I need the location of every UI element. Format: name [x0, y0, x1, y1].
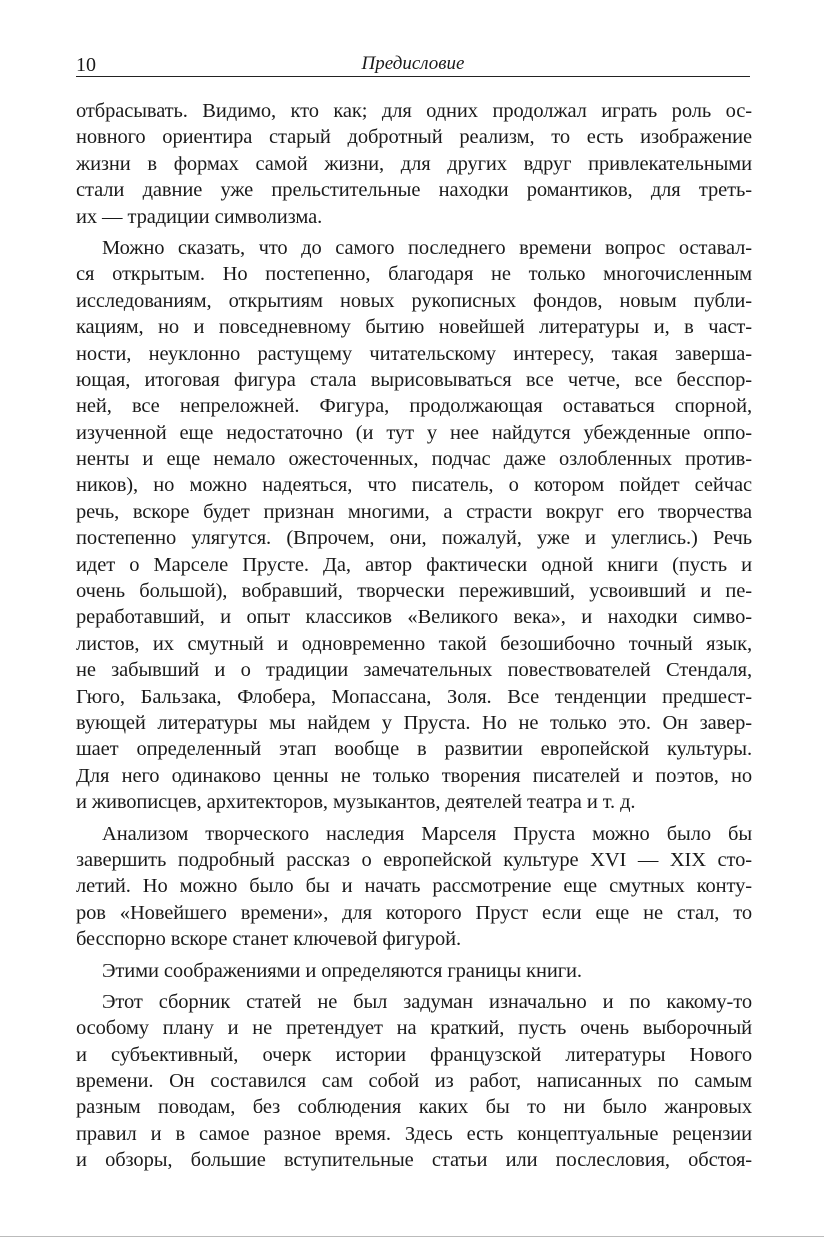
paragraph: [76, 958, 752, 984]
text-line: и обзоры, большие вступительные статьи или послесловия, обстоя-: [76, 1149, 752, 1172]
text-line: ней, все непреложней. Фигура, продолжающая оставаться спорной,: [76, 395, 752, 418]
text-line: их — традиции символизма.: [76, 205, 323, 228]
text-line: идет о Марселе Прусте. Да, автор фактически одной книги (пусть и: [76, 553, 752, 576]
text-line: речь, вскоре будет признан многими, а страсти вокруг его творчества: [76, 500, 752, 523]
text-line: новного ориентира старый добротный реализм, то есть изображение: [76, 126, 752, 149]
paragraph: [76, 821, 752, 953]
text-line: и живописцев, архитекторов, музыкантов, деятелей театра и т. д.: [76, 791, 636, 814]
text-line: бесспорно вскоре станет ключевой фигурой.: [76, 928, 462, 951]
text-line: ющая, итоговая фигура стала вырисовываться все четче, все бесспор-: [76, 368, 752, 391]
text-line: времени. Он составился сам собой из работ, написанных по самым: [76, 1070, 752, 1093]
text-line: и субъективный, очерк истории французской литературы Нового: [76, 1043, 752, 1066]
running-title: Предисловие: [361, 53, 465, 74]
text-line: шает определенный этап вообще в развитии европейской культуры.: [76, 738, 752, 761]
text-line: Анализом творческого наследия Марселя Пруста можно было бы: [102, 822, 752, 845]
text-line: отбрасывать. Видимо, кто как; для одних продолжал играть роль ос-: [76, 100, 752, 122]
paragraph: [76, 98, 752, 230]
page-bottom-divider: [0, 1236, 824, 1237]
text-line: Можно сказать, что до самого последнего времени вопрос оставал-: [102, 236, 752, 259]
paragraph: [76, 235, 752, 816]
page-header: [76, 52, 750, 77]
text-line: не забывший и о традиции замечательных повествователей Стендаля,: [76, 659, 752, 682]
text-line: летий. Но можно было бы и начать рассмотрение еще смутных конту-: [76, 875, 752, 898]
text-line: ности, неуклонно растущему читательскому интересу, такая заверша-: [76, 342, 752, 365]
text-line: Этими соображениями и определяются границы книги.: [102, 959, 582, 982]
text-line: реработавший, и опыт классиков «Великого века», и находки симво-: [76, 606, 752, 629]
text-line: правил и в самое разное время. Здесь есть концептуальные рецензии: [76, 1122, 752, 1145]
text-line: стали давние уже прельстительные находки романтиков, для треть-: [76, 179, 752, 202]
page-body: [76, 98, 752, 1174]
text-line: Этот сборник статей не был задуман изначально и по какому-то: [102, 990, 752, 1013]
text-line: ров «Новейшего времени», для которого Пруст если еще не стал, то: [76, 901, 752, 924]
text-line: завершить подробный рассказ о европейской культуре XVI — XIX сто-: [76, 848, 752, 871]
text-line: Для него одинаково ценны не только творения писателей и поэтов, но: [76, 764, 752, 787]
text-line: Гюго, Бальзака, Флобера, Мопассана, Золя. Все тенденции предшест-: [76, 685, 752, 708]
text-line: очень большой), вобравший, творчески переживший, усвоивший и пе-: [76, 580, 752, 603]
text-line: жизни в формах самой жизни, для других вдруг привлекательными: [76, 152, 752, 175]
text-line: кациям, но и повседневному бытию новейшей литературы и, в част-: [76, 316, 752, 339]
text-line: разным поводам, без соблюдения каких бы то ни было жанровых: [76, 1096, 752, 1119]
text-line: листов, их смутный и одновременно такой безошибочно точный язык,: [76, 632, 752, 655]
text-line: постепенно улягутся. (Впрочем, они, пожалуй, уже и улеглись.) Речь: [76, 527, 752, 550]
text-line: ников), но можно надеяться, что писатель, о котором пойдет сейчас: [76, 474, 752, 497]
text-line: ся открытым. Но постепенно, благодаря не только многочисленным: [76, 263, 752, 286]
paragraph: [76, 989, 752, 1174]
text-line: ненты и еще немало ожесточенных, подчас даже озлобленных против-: [76, 448, 752, 471]
text-line: изученной еще недостаточно (и тут у нее найдутся убежденные оппо-: [76, 421, 752, 444]
text-line: исследованиям, открытиям новых рукописных фондов, новым публи-: [76, 289, 752, 312]
text-line: особому плану и не претендует на краткий, пусть очень выборочный: [76, 1017, 752, 1040]
text-line: вующей литературы мы найдем у Пруста. Но не только это. Он завер-: [76, 711, 752, 734]
page-number: 10: [76, 54, 96, 76]
